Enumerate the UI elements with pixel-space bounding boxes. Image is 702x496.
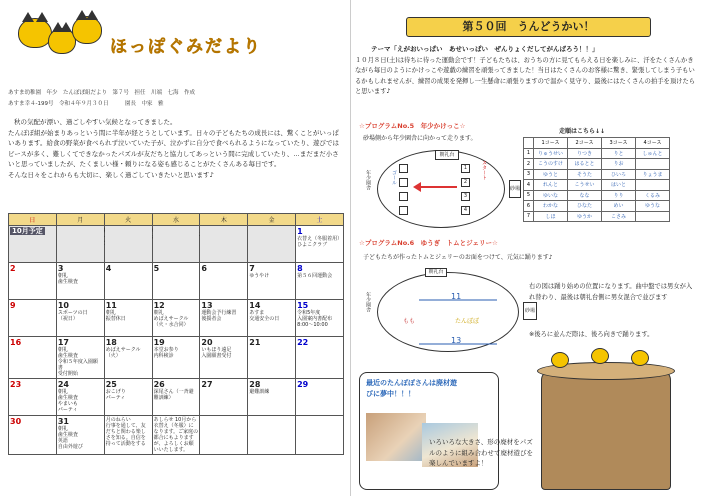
calendar-event: 朝礼 [105,310,116,316]
right-page [351,0,702,496]
calendar-event: スポーツの日 [57,310,88,316]
run-table-row [524,159,670,170]
run-table-cell: こうのすけ [534,159,568,170]
cat-mascot-icon [551,352,569,368]
calendar-day [296,226,344,263]
calendar-day [152,300,200,337]
calendar-day [152,337,200,379]
calendar-event: 歯生検査 [57,353,78,359]
day-number: 1 [297,227,303,236]
cat-mascot-icon [18,18,52,48]
run-table-cell [636,159,670,170]
calendar-event: 本堂お参り [153,347,179,353]
run-table-row [524,148,670,159]
weekday-header: 火 [104,214,152,226]
run-table-header-cell [524,138,534,149]
greeting-paragraph: そんな日々をこれからも大切に、楽しく過ごしていきたいと思います♪ [8,170,214,179]
run-table-cell: しほ [534,211,568,222]
calendar-event: 朝礼 [57,426,68,432]
calendar-day [9,300,57,337]
start-label: スタート [481,160,487,180]
run-table-cell [636,211,670,222]
day-number: 27 [201,380,213,389]
day-number: 3 [57,264,64,273]
run-table-cell: ゆうな [636,201,670,212]
calendar-event: おこげり [105,389,126,395]
calendar-event: ひよこクラブ [297,242,328,248]
day-number: 2 [10,264,16,273]
day-number: 19 [153,338,165,347]
calendar-event: 交通安全の日 [249,316,280,322]
school-line: あすま幼稚園 年少 たんぽぽ組だより 第７号 担任 川端 七海 作成 [8,90,196,96]
building-label: 年少園舎 [365,292,371,312]
calendar-day [152,226,200,263]
calendar-day [200,226,248,263]
day-number: 28 [249,380,261,389]
lane-box [399,206,408,215]
calendar-day [200,263,248,300]
calendar-day [9,226,57,263]
calendar-event: 朝礼 [57,389,68,395]
day-number: 9 [10,301,16,310]
calendar-event: あしらせ 10月から衣替え（冬服）になります。ご家庭の都合にもよりますが、よろしくお願いいたします。 [153,417,199,453]
run-table-cell [636,180,670,191]
run-table-cell: れんと [534,180,568,191]
calendar-event: 8:00～10:00 [297,322,328,328]
run-table-row [524,190,670,201]
calendar-day [248,300,296,337]
calendar-day [104,416,152,455]
run-table-cell: はいと [602,180,636,191]
day-number: 6 [201,264,207,273]
calendar-event: パーティ [57,407,78,413]
lane-number: 1 [461,164,470,173]
lane-number: 3 [461,192,470,201]
run-table-cell: 4 [524,180,534,191]
calendar-day [200,379,248,416]
cat-mascot-icon [591,348,609,364]
calendar-event: 自由外遊び [57,444,83,450]
day-number: 4 [105,264,112,273]
lane-number: 2 [461,178,470,187]
calendar-event: 英語 [57,438,68,444]
run-table-cell: そうた [568,169,602,180]
day-number: 20 [201,338,213,347]
run-table-row [524,180,670,191]
greeting-paragraph: たんぽぽ組が始まりあっという間に半年が経とうとしています。日々の子どもたちの成長には、驚くことがいっぱいあります。給食の野菜が食べられず泣いていた子が、泣かずに自分で食べられるようになっていたり、遊びではピースが多く、難しくてできなかったパズルが友だちと協力してあっという間に完成していたり、…まだまだ小さいと思っていましたが、たくましい様・頼りになる姿も感じることがたくさんある毎日です。 [8,128,339,168]
calendar-day [296,263,344,300]
calendar-event: 入園案内書配布 [297,316,333,322]
calendar-event: 歯生検査 [57,432,78,438]
newsletter-title: ほっぽぐみだより [110,37,262,57]
day-number: 8 [297,264,303,273]
run-table-cell: 2 [524,159,534,170]
calendar-event: 月のねらい [105,417,131,423]
cat-mascot-icon [631,350,649,366]
calendar-event: めばえサークル（火・水合同） [153,316,189,328]
calendar-day [296,337,344,379]
sandbox-label: 砂場 [509,180,521,198]
run-table-cell: しゅんと [636,148,670,159]
calendar-day [9,416,57,455]
day-number: 10 [57,301,69,310]
calendar-day [248,263,296,300]
run-table-cell: 6 [524,201,534,212]
calendar-day [152,379,200,416]
run-order-label: 走順はこちら↓↓ [559,128,606,135]
calendar-week [9,379,344,416]
october-calendar [8,213,344,455]
lane-number: 4 [461,206,470,215]
calendar-day [248,337,296,379]
run-table-row [524,169,670,180]
run-table-cell: りつき [568,148,602,159]
calendar-day [56,263,104,300]
day-number: 30 [10,417,22,426]
program6-note: 子どもたちが作ったトムとジェリーのお面をつけて、元気に踊ります♪ [363,254,553,261]
calendar-week [9,337,344,379]
lane-box [399,178,408,187]
calendar-event: 内科検診 [153,353,174,359]
calendar-event: 振替休日 [105,316,126,322]
day-number: 7 [249,264,255,273]
run-table-cell: はるとと [568,159,602,170]
calendar-day [200,337,248,379]
photo-caption: いろいろな大きさ、形の廃材をパズルのように組み合わせて廃材遊びを楽しんでいますよ！ [429,438,533,467]
calendar-event: 令和5年度 [297,310,321,316]
run-table-cell: わかな [534,201,568,212]
podium-label: 朝礼台 [425,268,447,277]
calendar-day [104,226,152,263]
day-number: 23 [10,380,22,389]
day-number: 21 [249,338,261,347]
cat-mascot-icon [72,16,102,44]
day-number: 18 [105,338,117,347]
weekday-header: 月 [56,214,104,226]
calendar-day [56,416,104,455]
weekday-header: 土 [296,214,344,226]
calendar-week [9,263,344,300]
calendar-day [296,416,344,455]
dance-position-lines [419,296,499,356]
calendar-day [9,263,57,300]
day-number: 14 [249,301,261,310]
calendar-event: 朝礼 [57,347,68,353]
program6-title: ☆プログラムNo.6 ゆうぎ トムとジェリー☆ [359,239,498,247]
run-table-cell: ゆうか [568,211,602,222]
run-table-cell: くるみ [636,190,670,201]
podium-label: 朝礼台 [435,150,459,160]
photo-feature [359,372,499,490]
calendar-day [56,379,104,416]
upper-row-count: 11 [451,292,462,301]
tree-stump-illustration [541,370,671,490]
building-label: 年少園舎 [365,170,371,190]
calendar-event: 深尾さん（一斉避難訓練） [153,389,194,401]
calendar-day [104,379,152,416]
calendar-day [56,300,104,337]
run-table-header-cell: 3コース [602,138,636,149]
calendar-event: 衣替え（冬服着用） [297,236,343,242]
calendar-day [248,226,296,263]
weekday-header: 金 [248,214,296,226]
run-table-cell: 1 [524,148,534,159]
calendar-event: 歯生検査 [57,279,78,285]
calendar-week [9,226,344,263]
day-number: 24 [57,380,69,389]
day-number: 12 [153,301,165,310]
calendar-day [104,300,152,337]
day-number: 22 [297,338,309,347]
calendar-day [296,379,344,416]
calendar-event: 令和５年度入園願書 [57,359,98,371]
day-number: 13 [201,301,213,310]
day-number: 26 [153,380,165,389]
run-table-header [524,138,670,149]
day-number: 25 [105,380,117,389]
run-table-header-cell: 4コース [636,138,670,149]
calendar-event: ゆうやけ [249,273,270,279]
run-table-cell: りゅうせい [534,148,568,159]
calendar-day [104,337,152,379]
calendar-event: 避難訓練 [249,389,270,395]
program5-title: ☆プログラムNo.5 年少かけっこ☆ [359,122,466,130]
run-table-cell: りょうま [636,169,670,180]
run-table-cell: ゆうと [534,169,568,180]
run-table-cell: 3 [524,169,534,180]
calendar-day [56,337,104,379]
class-label-tanpopo: たんぽぽ [455,318,480,325]
calendar-day [152,416,200,455]
calendar-day [9,337,57,379]
day-number: 31 [57,417,69,426]
run-table-cell: ひいろ [602,169,636,180]
calendar-event: やまいも [57,401,78,407]
calendar-week [9,300,344,337]
calendar-day [200,416,248,455]
day-number: 11 [105,301,117,310]
lane-box [399,164,408,173]
calendar-day [104,263,152,300]
greeting-paragraph: 秋の気配が漂い、過ごしやすい気候となってきました。 [14,118,177,126]
run-table-cell: ゆいな [534,190,568,201]
calendar-event: 歯生検査 [57,395,78,401]
calendar-event: （祝日） [57,316,78,322]
calendar-day [248,416,296,455]
run-table-cell: ひなた [568,201,602,212]
run-table-header-cell: 2コース [568,138,602,149]
children-photo [366,413,426,461]
run-table-row [524,201,670,212]
greeting-text [8,117,344,180]
plan-label: 10月予定 [12,227,43,235]
calendar-event: 朝礼 [153,310,164,316]
calendar-day [296,300,344,337]
class-label-momo: もも [403,318,416,325]
lane-box [399,192,408,201]
calendar-day [56,226,104,263]
calendar-event: 行事を通して、友だちと関わる楽しさを知る。自信を持って活動をする [105,423,146,447]
weekday-header: 木 [200,214,248,226]
dance-explanation: 右の図は踊り始めの位置になります。曲中盤では男女が入れ替わり、最後は朝礼台側に男女混合で並びます [529,283,693,301]
sandbox-label: 砂場 [523,302,537,320]
run-table-cell: りお [602,159,636,170]
run-table-cell: こさみ [602,211,636,222]
sports-day-banner: 第５０回 うんどうかい！ [406,17,651,37]
day-number: 17 [57,338,69,347]
run-order-table [523,137,670,222]
sports-day-text: １０月８日(土)は待ちに待った運動会です！子どもたちは、おうちの方に見てもらえる日を楽しみに、汗をたくさんかきながら毎日のようにかけっこや遊戯の練習を頑張ってきました！当日はたくさんのお客様に驚き、緊張してしまう子もいるかもしれませんが、練習の成果を発揮し一生懸命に頑張りますので温かく見守り、最後にはたくさんの拍手を頂けたらと思います♪ [355,57,696,96]
day-number: 5 [153,264,160,273]
program5-note: 砂場側から年少園舎に向かって走ります。 [363,135,477,142]
photo-heading: 最近のたんぽぽさんは廃材遊びに夢中！！！ [366,379,457,398]
run-table-cell: りと [602,148,636,159]
weekday-header: 日 [9,214,57,226]
calendar-event: 第５６回運動会 [297,273,333,279]
run-table-cell: 7 [524,211,534,222]
calendar-event: いもほり遠足 [201,347,232,353]
calendar-event: 受付開始 [57,371,78,377]
calendar-week [9,416,344,455]
calendar-event: めばえサークル（火） [105,347,141,359]
calendar-event: 入園願書受付 [201,353,232,359]
lower-row-count: 13 [451,336,462,345]
calendar-event: 後援者会 [201,316,222,322]
calendar-event: あすま [249,310,265,316]
run-table-row [524,211,670,222]
calendar-event: 朝礼 [57,273,68,279]
run-table-cell: めい [602,201,636,212]
issue-line: あすま幸４-199号 令和４年９月３０日 園長 中家 雅 [8,101,164,107]
sports-day-theme: テーマ「えがおいっぱい あせいっぱい ぜんりょくだしてがんばろう！！」 [371,45,599,53]
run-table-cell: 5 [524,190,534,201]
calendar-event: 運動会予行練習 [201,310,237,316]
dance-note: ※後ろに並んだ際は、後ろ向きで踊ります。 [529,331,654,338]
calendar-event: パーティ [105,395,126,401]
day-number: 15 [297,301,309,310]
goal-label: ゴール [391,170,397,185]
calendar-day [248,379,296,416]
weekday-header: 水 [152,214,200,226]
calendar-day [152,263,200,300]
day-number: 16 [10,338,22,347]
run-table-cell: なな [568,190,602,201]
direction-arrow-icon [413,182,459,192]
calendar-day [9,379,57,416]
day-number: 29 [297,380,309,389]
run-table-header-cell: 1コース [534,138,568,149]
run-table-cell: りり [602,190,636,201]
calendar-day [200,300,248,337]
run-table-cell: こうせい [568,180,602,191]
